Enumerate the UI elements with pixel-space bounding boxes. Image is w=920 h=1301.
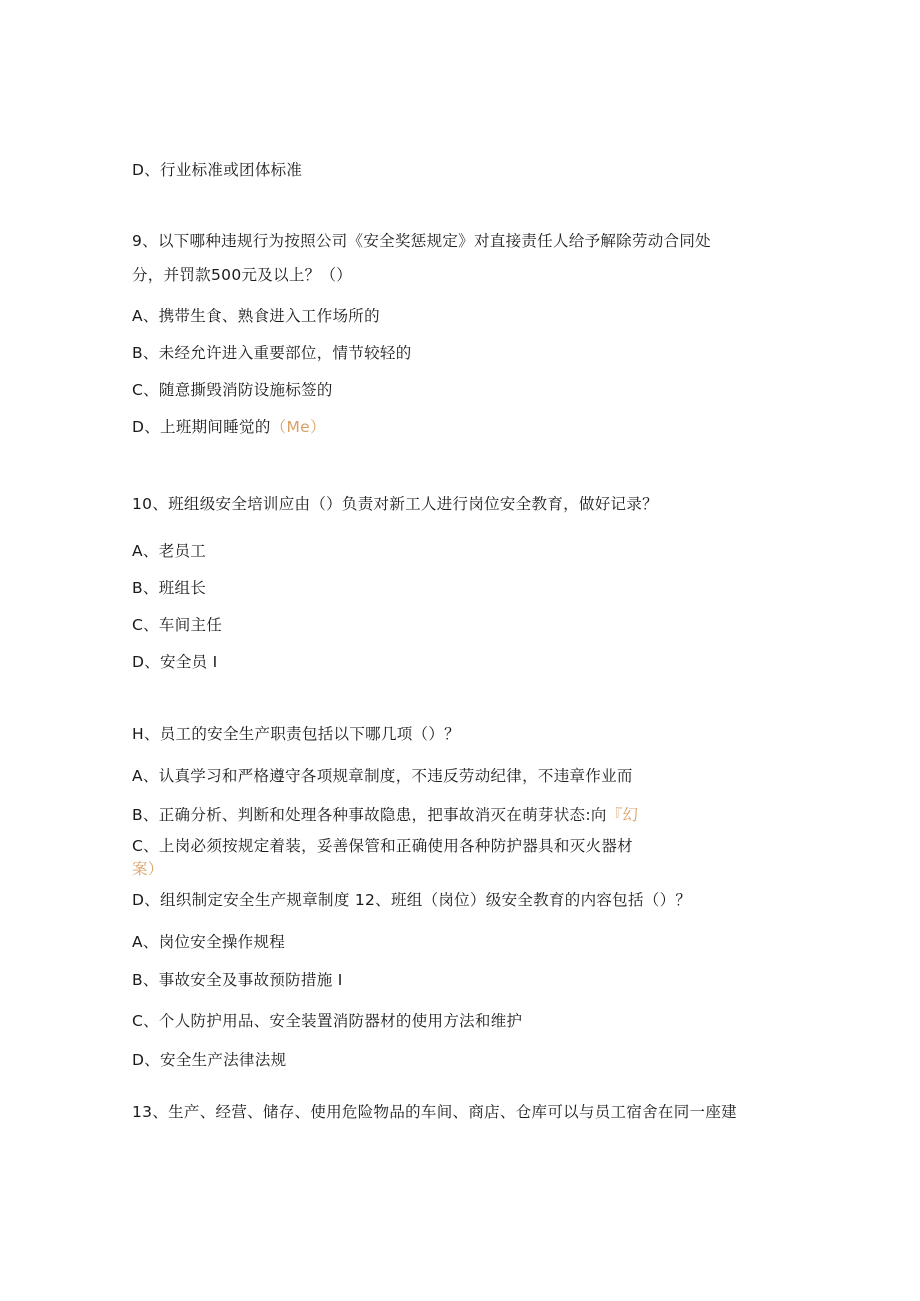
q10-option-a: A、老员工 <box>132 542 207 560</box>
q9-option-d <box>132 417 326 437</box>
q12-option-a: A、岗位安全操作规程 <box>132 933 286 951</box>
q13-text: 13、生产、经营、储存、使用危险物品的车间、商店、仓库可以与员工宿舍在同一座建 <box>132 1103 737 1121</box>
q11-text: H、员工的安全生产职责包括以下哪几项（）？ <box>132 725 460 743</box>
q11-option-a: A、认真学习和严格遵守各项规章制度，不违反劳动纪律，不违章作业而 <box>132 767 633 785</box>
q9-text-line1: 9、以下哪种违规行为按照公司《安全奖惩规定》对直接责任人给予解除劳动合同处 <box>132 232 711 250</box>
q11-option-c: C、上岗必须按规定着装，妥善保管和正确使用各种防护器具和灭火器材 <box>132 837 633 855</box>
q9-option-c: C、随意撕毁消防设施标签的 <box>132 381 333 399</box>
q9-text-line2: 分，并罚款500元及以上？（） <box>132 266 353 284</box>
q11-option-d-q12-text: D、组织制定安全生产规章制度 12、班组（岗位）级安全教育的内容包括（）？ <box>132 891 692 909</box>
q12-option-b: B、事故安全及事故预防措施 I <box>132 971 343 989</box>
q10-option-b: B、班组长 <box>132 579 207 597</box>
q10-option-d: D、安全员 I <box>132 653 218 671</box>
q9-option-b: B、未经允许进入重要部位，情节较轻的 <box>132 344 412 362</box>
q11-option-b-text: B、正确分析、判断和处理各种事故隐患，把事故消灭在萌芽状态:向 <box>132 806 607 824</box>
q10-option-c: C、车间主任 <box>132 616 223 634</box>
q9-option-a: A、携带生食、熟食进入工作场所的 <box>132 307 380 325</box>
q11-answer-mark-1: 『幻 <box>606 806 639 824</box>
q9-answer-mark: （Me） <box>270 418 326 436</box>
q12-option-d: D、安全生产法律法规 <box>132 1051 287 1069</box>
q8-option-d: D、行业标准或团体标准 <box>132 161 303 179</box>
q12-option-c: C、个人防护用品、安全装置消防器材的使用方法和维护 <box>132 1012 523 1030</box>
q10-text: 10、班组级安全培训应由（）负责对新工人进行岗位安全教育，做好记录？ <box>132 495 658 513</box>
q11-option-b <box>132 805 638 825</box>
q9-option-d-text: D、上班期间睡觉的 <box>132 418 271 436</box>
q11-answer-mark-2: 案） <box>132 860 164 878</box>
